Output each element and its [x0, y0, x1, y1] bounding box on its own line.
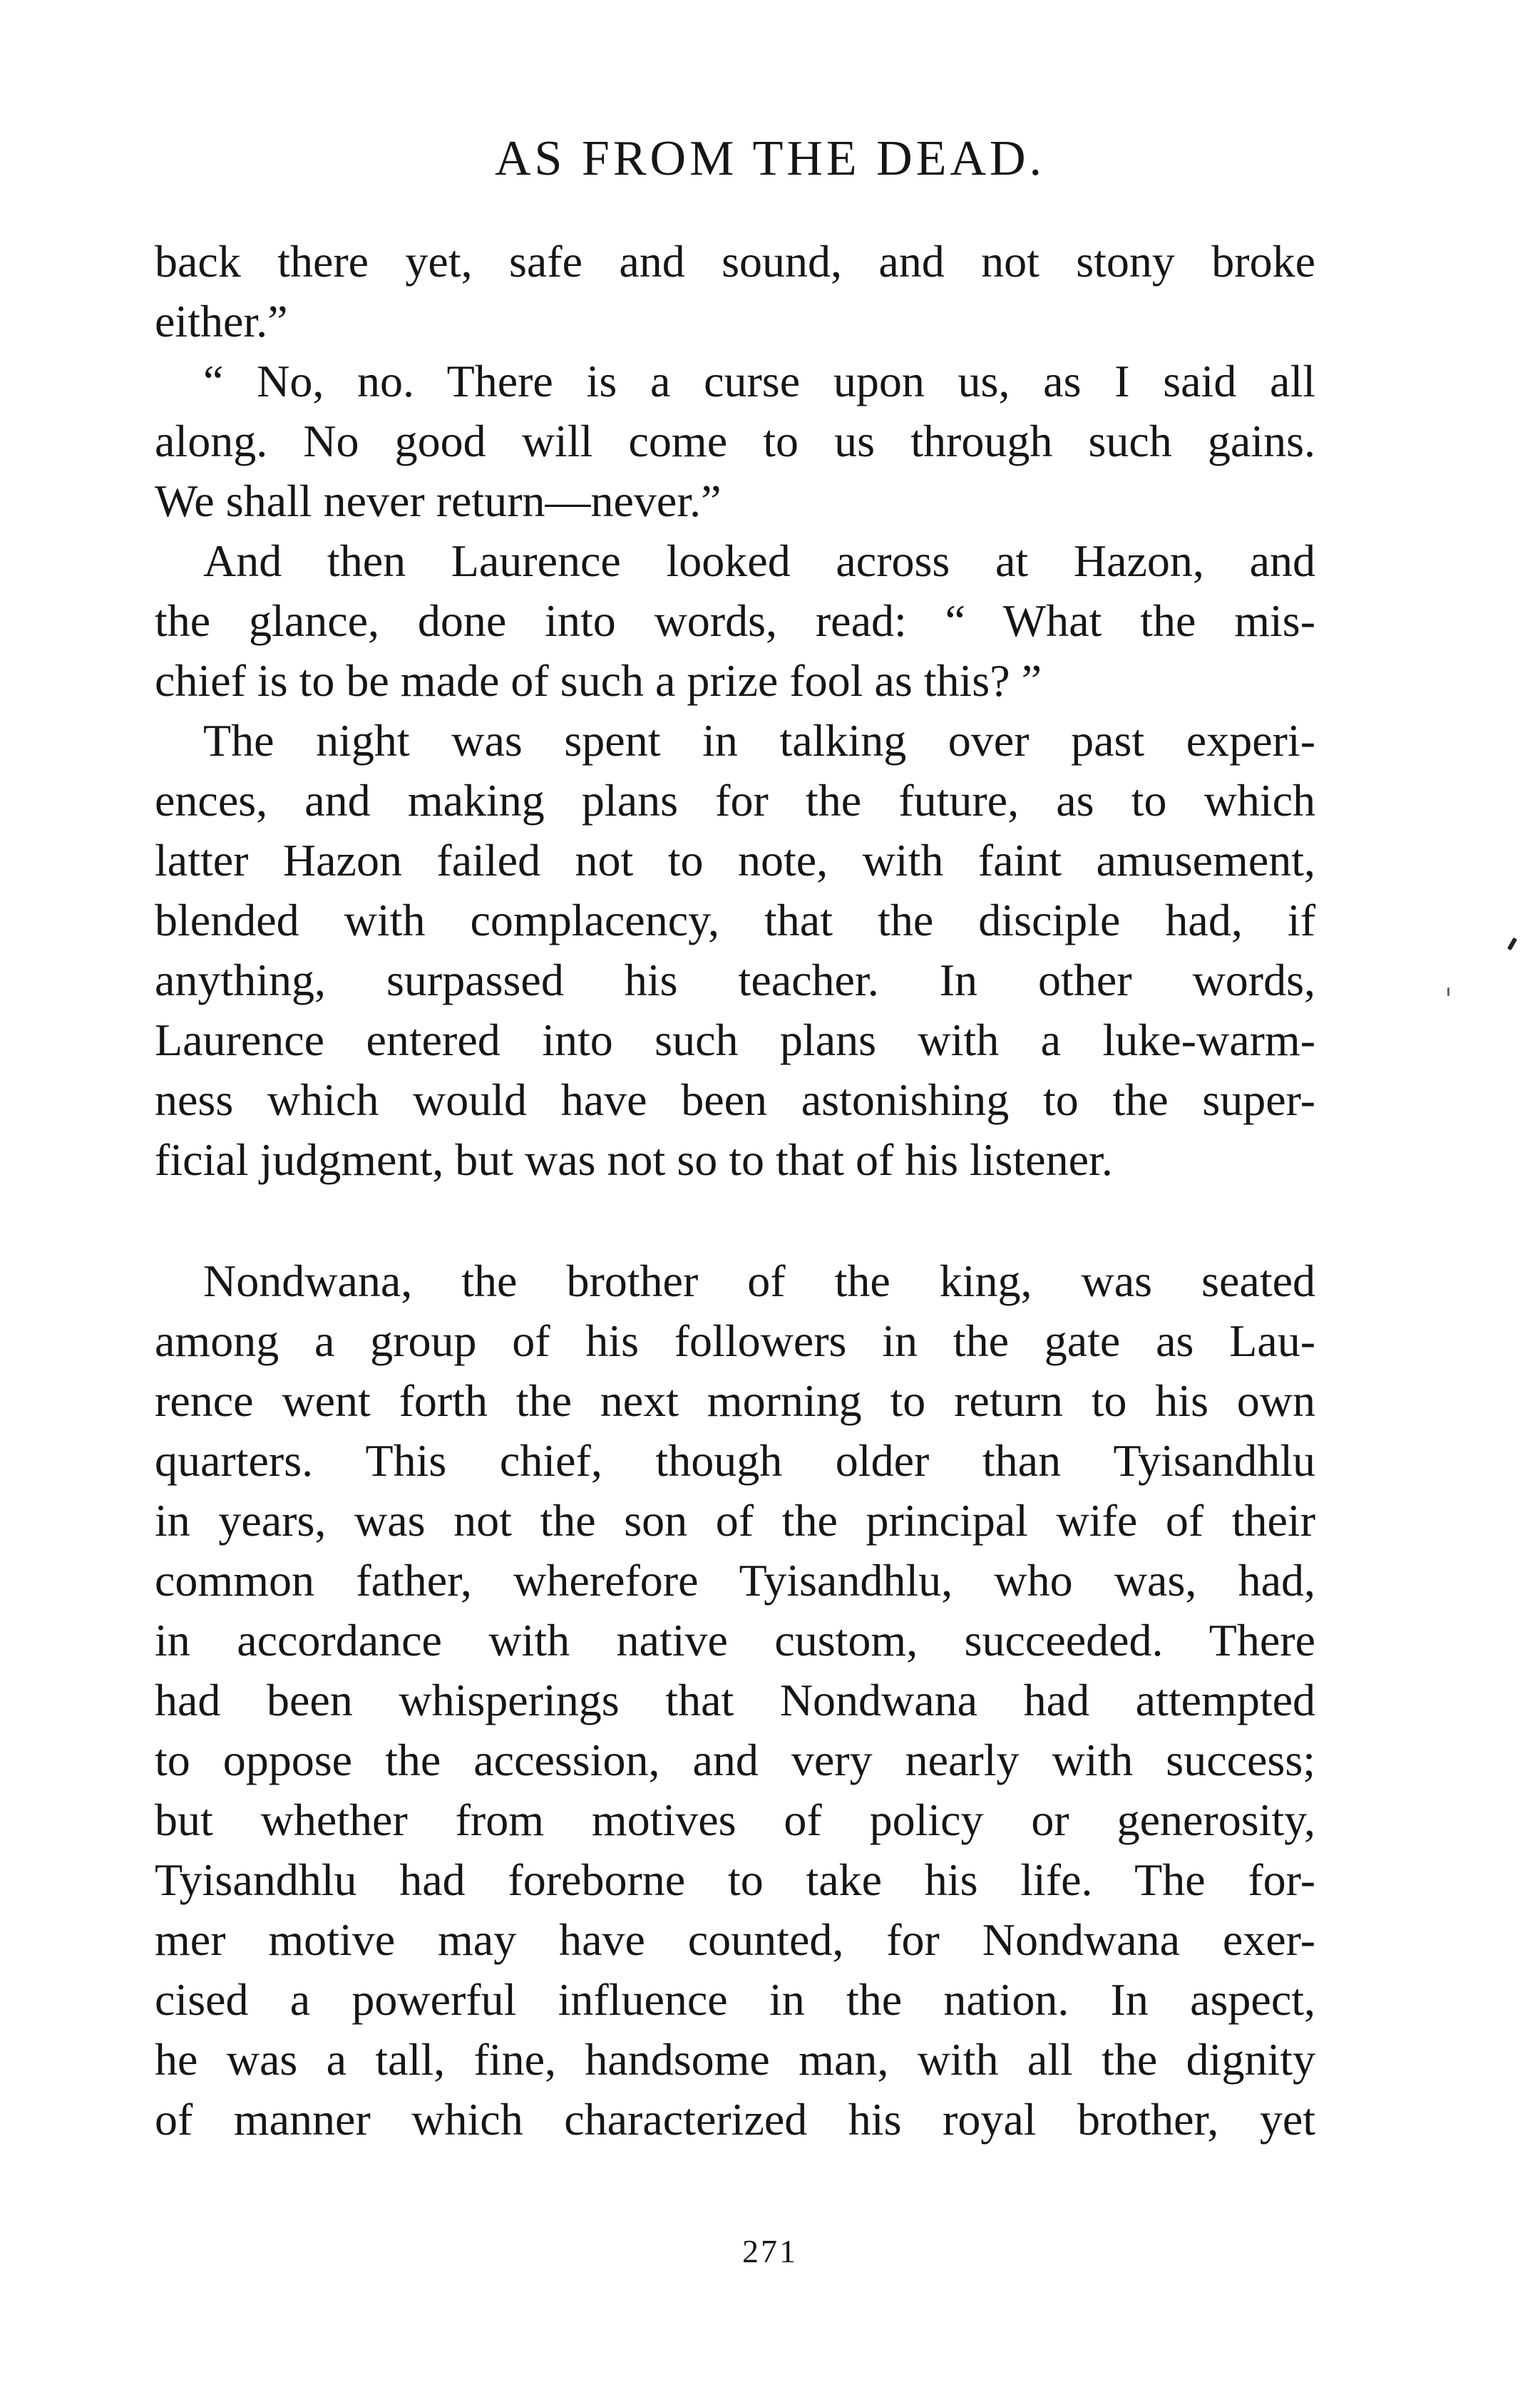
text-line: blended with complacency, that the disciple had, if	[155, 895, 1315, 945]
running-head: AS FROM THE DEAD.	[494, 131, 1046, 186]
text-line: ness which would have been astonishing to the super-	[155, 1074, 1315, 1125]
text-line: cised a powerful influence in the nation. In aspect,	[155, 1974, 1315, 2025]
text-line: of manner which characterized his royal brother, yet	[155, 2094, 1315, 2145]
text-line: the glance, done into words, read: “ What the mis-	[155, 595, 1315, 646]
text-line: chief is to be made of such a prize fool as this? ”	[155, 655, 1042, 706]
text-line: back there yet, safe and sound, and not stony broke	[155, 236, 1315, 287]
text-line: We shall never return—never.”	[155, 476, 722, 526]
text-line: in accordance with native custom, succeeded. There	[155, 1615, 1315, 1665]
paragraph-group-2	[155, 1251, 1315, 2150]
text-line: anything, surpassed his teacher. In other words,	[155, 955, 1315, 1005]
text-line: Nondwana, the brother of the king, was seated	[203, 1256, 1315, 1306]
text-line: had been whisperings that Nondwana had attempted	[155, 1675, 1315, 1725]
text-line: Laurence entered into such plans with a luke-warm-	[155, 1015, 1315, 1065]
text-line: ficial judgment, but was not so to that of his listener.	[155, 1134, 1113, 1185]
text-line: mer motive may have counted, for Nondwana exer-	[155, 1914, 1315, 1965]
text-line: “ No, no. There is a curse upon us, as I said all	[203, 356, 1315, 406]
section-break	[155, 1190, 1315, 1251]
text-line: either.”	[155, 296, 288, 347]
text-line: The night was spent in talking over past experi-	[203, 715, 1315, 766]
text-line: among a group of his followers in the gate as Lau-	[155, 1315, 1315, 1366]
text-line: latter Hazon failed not to note, with faint amusement,	[155, 835, 1315, 886]
body-text	[155, 232, 1315, 2150]
page-number: 271	[742, 2233, 798, 2269]
text-line: Tyisandhlu had foreborne to take his life. The for-	[155, 1854, 1315, 1905]
stray-ink-mark	[1507, 938, 1517, 951]
text-line: And then Laurence looked across at Hazon, and	[203, 535, 1315, 586]
text-line: but whether from motives of policy or generosity,	[155, 1795, 1315, 1845]
text-line: rence went forth the next morning to return to his own	[155, 1375, 1315, 1426]
text-line: in years, was not the son of the principal wife of their	[155, 1495, 1315, 1546]
text-line: to oppose the accession, and very nearly with success;	[155, 1735, 1315, 1785]
text-line: he was a tall, fine, handsome man, with all the dignity	[155, 2034, 1315, 2085]
text-line: quarters. This chief, though older than Tyisandhlu	[155, 1435, 1315, 1486]
text-line: common father, wherefore Tyisandhlu, who was, had,	[155, 1555, 1315, 1606]
text-line: along. No good will come to us through such gains.	[155, 416, 1315, 466]
text-line: ences, and making plans for the future, as to which	[155, 775, 1315, 826]
stray-ink-mark	[1447, 987, 1449, 996]
paragraph-group-1	[155, 232, 1315, 1190]
